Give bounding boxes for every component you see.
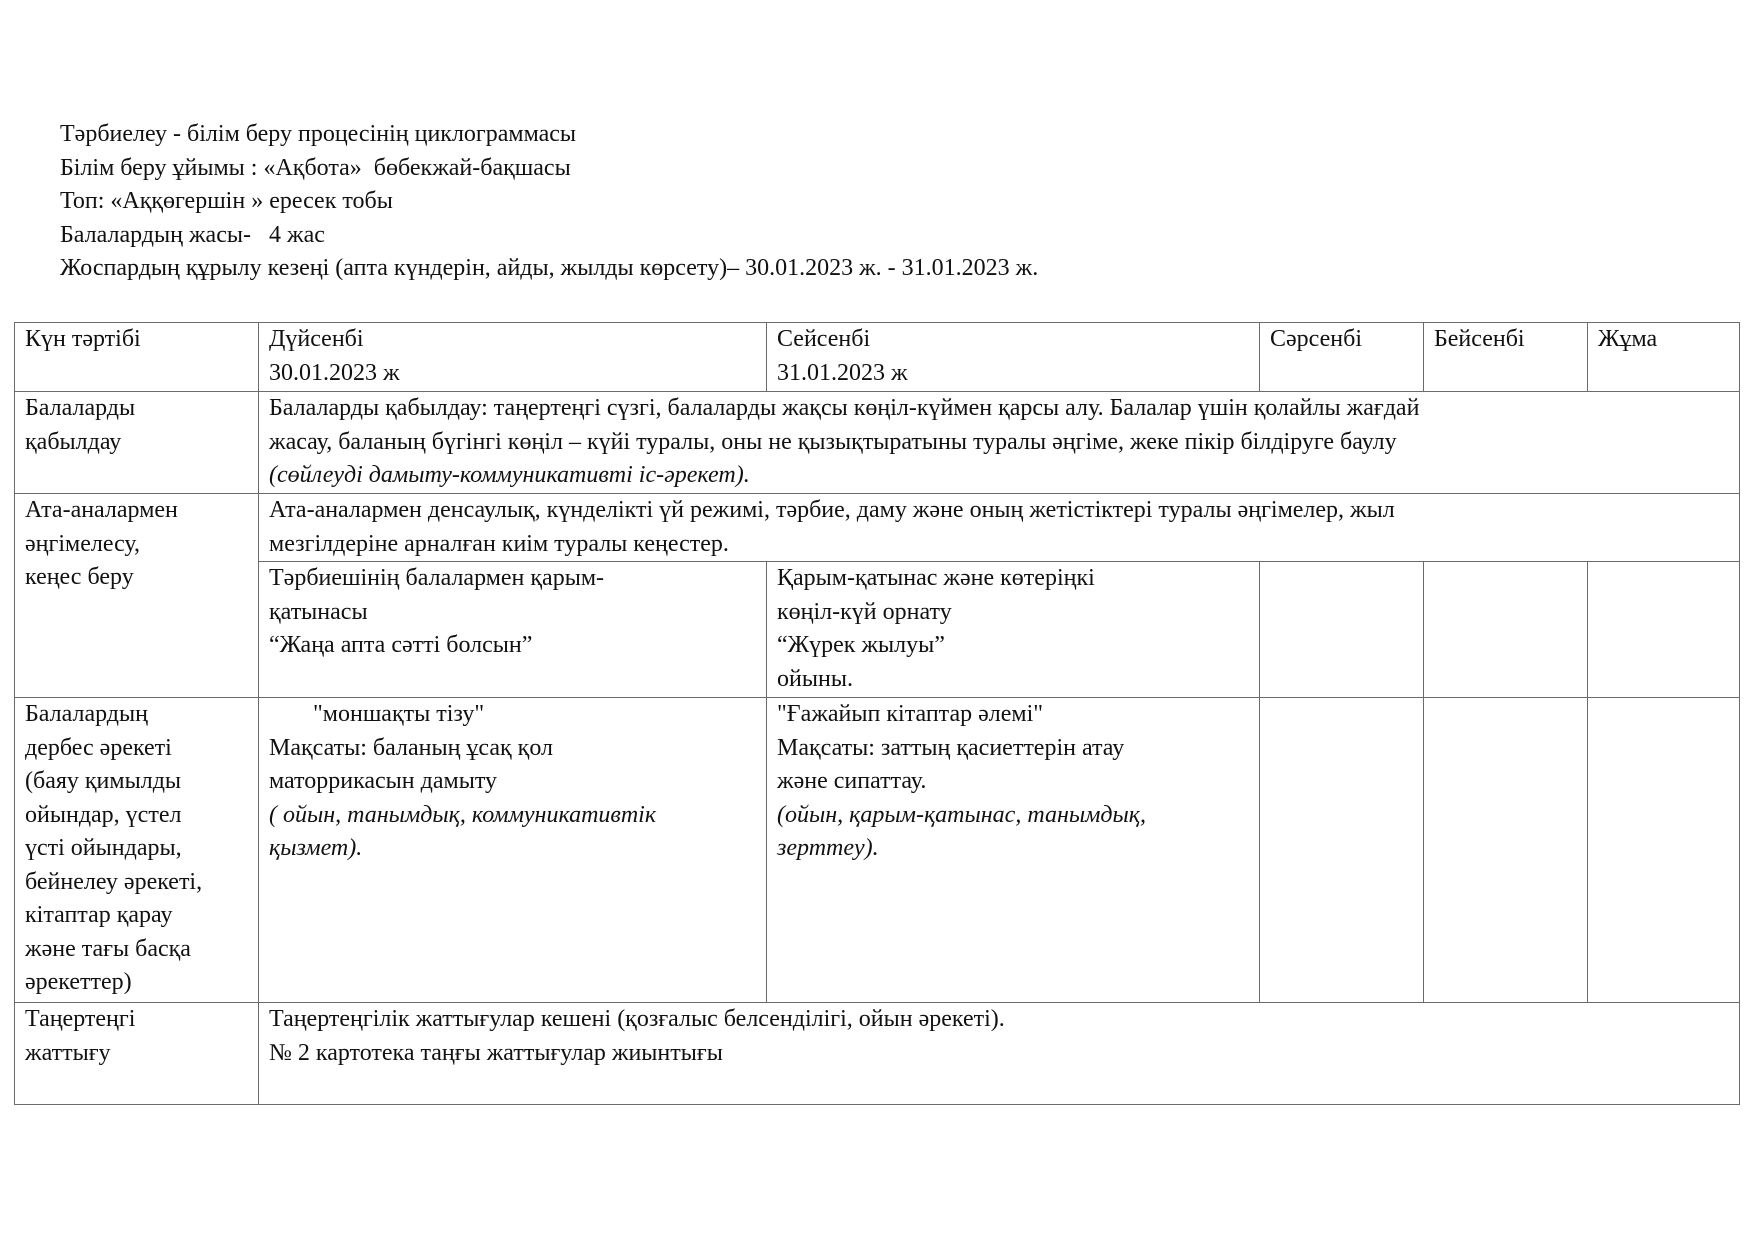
independent-wednesday bbox=[1260, 698, 1424, 1003]
exercise-content: Таңертеңгілік жаттығулар кешені (қозғалыс белсенділігі, ойын әрекеті). № 2 картотека таңғы жаттығулар жиынтығы bbox=[259, 1003, 1740, 1105]
independent-friday bbox=[1588, 698, 1740, 1003]
header-routine: Күн тәртібі bbox=[15, 323, 259, 392]
header-wednesday: Сәрсенбі bbox=[1260, 323, 1424, 392]
reception-note: (сөйлеуді дамыту-коммуникативті іс-әрекет). bbox=[269, 462, 750, 488]
independent-thursday bbox=[1424, 698, 1588, 1003]
table-row-parents bbox=[15, 494, 1740, 562]
parents-label: Ата-аналармен әңгімелесу, кеңес беру bbox=[15, 494, 259, 698]
document-header bbox=[60, 118, 1680, 286]
cyclogram-table bbox=[14, 322, 1740, 1105]
monday-label: Дүйсенбі bbox=[269, 326, 364, 352]
communication-thursday bbox=[1424, 562, 1588, 698]
header-thursday: Бейсенбі bbox=[1424, 323, 1588, 392]
independent-label: Балалардың дербес әрекеті (баяу қимылды ойындар, үстел үсті ойындары, бейнелеу әрекеті, кітаптар қарау және тағы басқа әрекеттер) bbox=[15, 698, 259, 1003]
communication-friday bbox=[1588, 562, 1740, 698]
table-row-communication bbox=[15, 562, 1740, 698]
monday-date: 30.01.2023 ж bbox=[269, 359, 400, 386]
header-monday bbox=[259, 323, 767, 392]
group-line: Топ: «Аққөгершін » ересек тобы bbox=[60, 188, 393, 214]
independent-monday: "моншақты тізу" Мақсаты: баланың ұсақ қол маторрикасын дамыту ( ойын, танымдық, коммуникативтік қызмет). bbox=[259, 698, 767, 1003]
table-row-reception bbox=[15, 392, 1740, 494]
communication-monday: Тәрбиешінің балалармен қарым- қатынасы “Жаңа апта сәтті болсын” bbox=[259, 562, 767, 698]
header-friday: Жұма bbox=[1588, 323, 1740, 392]
table-header-row bbox=[15, 323, 1740, 392]
organization-line: Білім беру ұйымы : «Ақбота» бөбекжай-бақшасы bbox=[60, 154, 571, 181]
reception-content: Балаларды қабылдау: таңертеңгі сүзгі, балаларды жақсы көңіл-күймен қарсы алу. Балалар үшін қолайлы жағдай жасау, баланың бүгінгі көңіл – күйі туралы, оны не қызықтыратыны туралы әңгіме, жеке пікір білдіруге баулу (сөйлеуді дамыту-коммуникативті іс-әрекет). bbox=[259, 392, 1740, 494]
monday-activity-title: "моншақты тізу" bbox=[313, 701, 485, 727]
communication-wednesday bbox=[1260, 562, 1424, 698]
document-title: Тәрбиелеу - білім беру процесінің циклограммасы bbox=[60, 121, 577, 147]
table-row-independent-activity bbox=[15, 698, 1740, 1003]
age-line: Балалардың жасы- 4 жас bbox=[60, 221, 325, 248]
tuesday-activity-title: "Ғажайып кітаптар әлемі" bbox=[777, 701, 1044, 727]
independent-tuesday: "Ғажайып кітаптар әлемі" Мақсаты: заттың қасиеттерін атау және сипаттау. (ойын, қарым-қатынас, танымдық, зерттеу). bbox=[767, 698, 1260, 1003]
period-line: Жоспардың құрылу кезеңі (апта күндерін, айды, жылды көрсету)– 30.01.2023 ж. - 31.01.2023 ж. bbox=[60, 255, 1039, 281]
communication-tuesday: Қарым-қатынас және көтеріңкі көңіл-күй орнату “Жүрек жылуы” ойыны. bbox=[767, 562, 1260, 698]
reception-label: Балаларды қабылдау bbox=[15, 392, 259, 494]
table-row-morning-exercise bbox=[15, 1003, 1740, 1105]
parents-general-content: Ата-аналармен денсаулық, күнделікті үй режимі, тәрбие, даму және оның жетістіктері туралы әңгімелер, жыл мезгілдеріне арналған киім туралы кеңестер. bbox=[259, 494, 1740, 562]
tuesday-label: Сейсенбі bbox=[777, 326, 871, 352]
tuesday-date: 31.01.2023 ж bbox=[777, 359, 908, 386]
exercise-label: Таңертеңгі жаттығу bbox=[15, 1003, 259, 1105]
header-tuesday bbox=[767, 323, 1260, 392]
